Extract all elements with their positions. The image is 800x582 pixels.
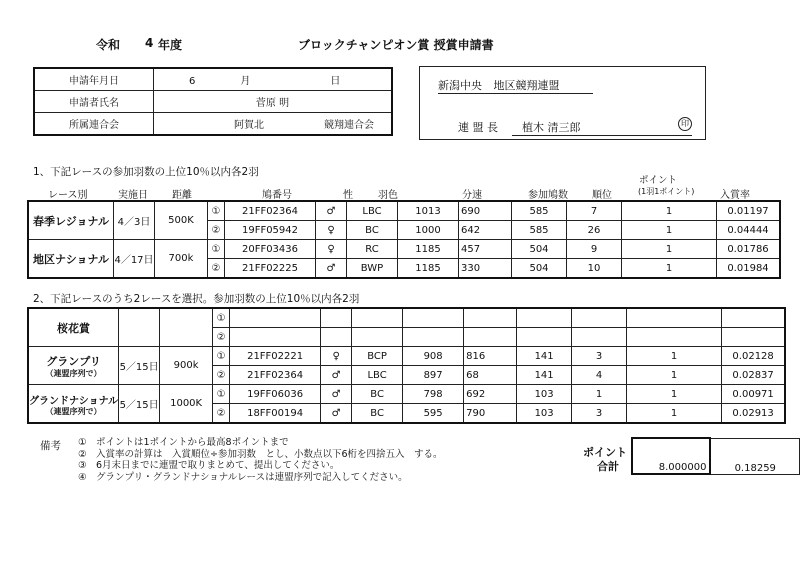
rank xyxy=(572,328,627,347)
bird-no: ① xyxy=(213,385,230,404)
speed-b: 816 xyxy=(464,347,517,366)
col-rank: 順位 xyxy=(592,190,612,201)
race-distance: 700k xyxy=(155,240,208,279)
bird-no: ② xyxy=(213,404,230,424)
speed-a xyxy=(403,308,464,328)
speed-b: 692 xyxy=(464,385,517,404)
sex: ♂ xyxy=(321,404,352,424)
entries: 585 xyxy=(512,221,567,240)
sex: ♂ xyxy=(316,259,347,279)
total-label-2: 合計 xyxy=(597,460,619,473)
point-header: ポイント xyxy=(639,175,678,186)
entries: 141 xyxy=(517,366,572,385)
point-subheader: (1羽1ポイント) xyxy=(638,187,695,196)
rate: 0.02837 xyxy=(722,366,786,385)
name-label: 申請者氏名 xyxy=(34,91,154,113)
rank: 10 xyxy=(567,259,622,279)
era: 令和 xyxy=(96,38,121,52)
federation-suffix: 地区競翔連盟 xyxy=(493,79,560,92)
rate: 0.02128 xyxy=(722,347,786,366)
section2-table xyxy=(27,307,786,424)
table-row xyxy=(28,308,785,328)
speed-a: 1185 xyxy=(398,259,459,279)
col-sex: 性 xyxy=(343,190,353,201)
rate: 0.00971 xyxy=(722,385,786,404)
total-rate: 0.18259 xyxy=(710,438,799,474)
form-title: ブロックチャンピオン賞 授賞申請書 xyxy=(298,38,494,52)
feather-color: BC xyxy=(352,385,403,404)
race-sub: （連盟序列で） xyxy=(45,406,102,416)
rate: 0.01197 xyxy=(717,201,781,221)
date-label: 申請年月日 xyxy=(34,68,154,91)
entries: 504 xyxy=(512,259,567,279)
entries xyxy=(517,308,572,328)
rate xyxy=(722,328,786,347)
rate: 0.02913 xyxy=(722,404,786,424)
point: 1 xyxy=(622,259,717,279)
table-row xyxy=(28,347,785,366)
section1-title: 1、下記レースの参加羽数の上位10％以内各2羽 xyxy=(33,166,259,178)
point: 1 xyxy=(627,347,722,366)
col-speed: 分速 xyxy=(462,190,482,201)
table-row xyxy=(28,201,780,221)
race-sub: （連盟序列で） xyxy=(45,369,102,378)
section1-header-row xyxy=(0,186,800,201)
point: 1 xyxy=(622,221,717,240)
sex: ♀ xyxy=(321,347,352,366)
race-distance xyxy=(160,308,213,347)
speed-b xyxy=(464,328,517,347)
remarks-list xyxy=(78,437,548,483)
rate: 0.01984 xyxy=(717,259,781,279)
race-date: 4／17日 xyxy=(114,240,155,279)
ring-number: 21FF02364 xyxy=(225,201,316,221)
entries xyxy=(517,328,572,347)
feather-color: BWP xyxy=(347,259,398,279)
assoc-value: 阿賀北 競翔連合会 xyxy=(154,113,393,136)
rate: 0.04444 xyxy=(717,221,781,240)
race-date: 4／3日 xyxy=(114,201,155,240)
race-name: グランドナショナル xyxy=(29,395,119,407)
federation-name-line xyxy=(438,77,593,94)
sex: ♂ xyxy=(321,366,352,385)
point xyxy=(627,328,722,347)
rank: 26 xyxy=(567,221,622,240)
race-date: 5／15日 xyxy=(119,347,160,385)
rank xyxy=(572,308,627,328)
applicant-name: 菅原 明 xyxy=(154,91,393,113)
remarks-label: 備考 xyxy=(40,440,61,452)
speed-a xyxy=(403,328,464,347)
rank: 1 xyxy=(572,385,627,404)
race-name: 春季レジョナル xyxy=(28,201,114,240)
sex: ♂ xyxy=(316,201,347,221)
speed-a: 1185 xyxy=(398,240,459,259)
date-value: 6 月 日 xyxy=(154,68,393,91)
feather-color: BCP xyxy=(352,347,403,366)
section1-table xyxy=(27,200,781,279)
race-name-cell xyxy=(28,347,119,385)
ring-number: 21FF02221 xyxy=(230,347,321,366)
speed-a: 1000 xyxy=(398,221,459,240)
rank: 3 xyxy=(572,404,627,424)
bird-no: ② xyxy=(213,366,230,385)
point: 1 xyxy=(622,201,717,221)
rank: 3 xyxy=(572,347,627,366)
sex xyxy=(321,308,352,328)
bird-no: ② xyxy=(208,221,225,240)
ring-number: 19FF05942 xyxy=(225,221,316,240)
federation-box xyxy=(419,66,706,140)
applicant-info-table xyxy=(33,67,393,136)
bird-no: ① xyxy=(213,347,230,366)
col-rate: 入賞率 xyxy=(720,190,750,201)
remark-item: ① ポイントは1ポイントから最高8ポイントまで xyxy=(78,437,289,448)
ring-number: 19FF06036 xyxy=(230,385,321,404)
point: 1 xyxy=(627,366,722,385)
ring-number: 21FF02364 xyxy=(230,366,321,385)
rank: 9 xyxy=(567,240,622,259)
speed-b: 790 xyxy=(464,404,517,424)
speed-a: 798 xyxy=(403,385,464,404)
chair-line xyxy=(512,119,692,136)
point: 1 xyxy=(627,404,722,424)
section2-title: 2、下記レースのうち2レースを選択。参加羽数の上位10％以内各2羽 xyxy=(33,293,360,305)
speed-a: 595 xyxy=(403,404,464,424)
bird-no: ② xyxy=(208,259,225,279)
rate xyxy=(722,308,786,328)
speed-b: 642 xyxy=(459,221,512,240)
race-name-cell xyxy=(28,385,119,424)
race-date: 5／15日 xyxy=(119,385,160,424)
entries: 504 xyxy=(512,240,567,259)
feather-color xyxy=(352,328,403,347)
speed-a: 1013 xyxy=(398,201,459,221)
entries: 103 xyxy=(517,404,572,424)
ring-number: 20FF03436 xyxy=(225,240,316,259)
speed-b: 68 xyxy=(464,366,517,385)
entries: 103 xyxy=(517,385,572,404)
point: 1 xyxy=(622,240,717,259)
sex: ♂ xyxy=(321,385,352,404)
speed-b: 690 xyxy=(459,201,512,221)
race-name: 桜花賞 xyxy=(57,321,91,335)
point xyxy=(627,308,722,328)
sex: ♀ xyxy=(316,240,347,259)
chair-label: 連 盟 長 xyxy=(458,121,498,134)
speed-a: 897 xyxy=(403,366,464,385)
chair-name: 植木 清三郎 xyxy=(522,121,581,134)
table-row xyxy=(28,240,780,259)
total-table xyxy=(631,437,800,475)
federation-name: 新潟中央 xyxy=(438,79,482,92)
speed-b: 457 xyxy=(459,240,512,259)
remark-item: ③ 6月末日までに連盟で取りまとめて、提出してください。 xyxy=(78,460,340,471)
feather-color: LBC xyxy=(352,366,403,385)
col-distance: 距離 xyxy=(172,190,192,201)
rate: 0.01786 xyxy=(717,240,781,259)
entries: 141 xyxy=(517,347,572,366)
assoc-label: 所属連合会 xyxy=(34,113,154,136)
speed-b xyxy=(464,308,517,328)
remark-item: ② 入賞率の計算は 入賞順位÷参加羽数 とし、小数点以下6桁を四捨五入 する。 xyxy=(78,448,443,460)
race-distance: 500K xyxy=(155,201,208,240)
speed-b: 330 xyxy=(459,259,512,279)
feather-color: LBC xyxy=(347,201,398,221)
rank: 4 xyxy=(572,366,627,385)
ring-number xyxy=(230,308,321,328)
race-distance: 900k xyxy=(160,347,213,385)
table-row xyxy=(28,385,785,404)
bird-no: ① xyxy=(213,308,230,328)
rank: 7 xyxy=(567,201,622,221)
sex xyxy=(321,328,352,347)
ring-number xyxy=(230,328,321,347)
bird-no: ① xyxy=(208,240,225,259)
entries: 585 xyxy=(512,201,567,221)
race-distance: 1000K xyxy=(160,385,213,424)
bird-no: ② xyxy=(213,328,230,347)
race-name: 地区ナショナル xyxy=(28,240,114,279)
bird-no: ① xyxy=(208,201,225,221)
remark-item: ④ グランプリ・グランドナショナルレースは連盟序列で記入してください。 xyxy=(78,471,408,483)
race-name-cell xyxy=(28,308,119,347)
ring-number: 18FF00194 xyxy=(230,404,321,424)
col-race: レース別 xyxy=(48,190,88,201)
year: 4 xyxy=(145,36,154,50)
col-date: 実施日 xyxy=(118,190,148,201)
ring-number: 21FF02225 xyxy=(225,259,316,279)
col-ring: 鳩番号 xyxy=(262,190,292,201)
seal-mark: 印 xyxy=(678,117,692,131)
total-label: ポイント xyxy=(583,446,627,459)
point: 1 xyxy=(627,385,722,404)
feather-color: BC xyxy=(352,404,403,424)
feather-color: RC xyxy=(347,240,398,259)
race-date xyxy=(119,308,160,347)
sex: ♀ xyxy=(316,221,347,240)
feather-color: BC xyxy=(347,221,398,240)
feather-color xyxy=(352,308,403,328)
speed-a: 908 xyxy=(403,347,464,366)
col-color: 羽色 xyxy=(378,190,398,201)
total-points: 8.000000 xyxy=(632,438,710,474)
year-label: 年度 xyxy=(158,38,183,52)
race-name: グランプリ xyxy=(46,355,101,368)
col-entries: 参加鳩数 xyxy=(528,190,568,201)
